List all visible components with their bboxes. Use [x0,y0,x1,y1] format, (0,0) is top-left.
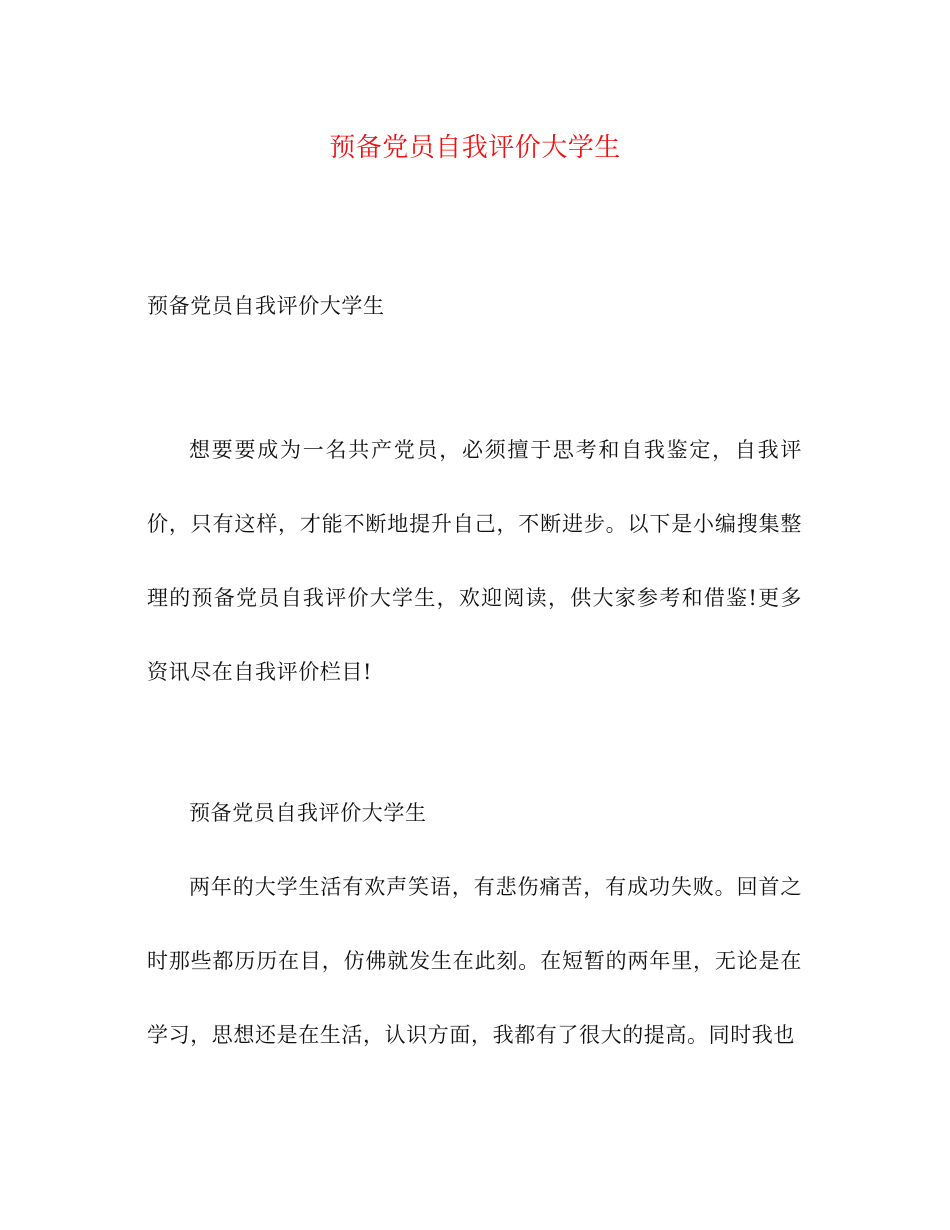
intro-paragraph: 想要要成为一名共产党员，必须擅于思考和自我鉴定，自我评价，只有这样，才能不断地提升自己，不断进步。以下是小编搜集整理的预备党员自我评价大学生，欢迎阅读，供大家参考和借鉴!更多资讯尽在自我评价栏目! [147,438,802,684]
section-heading: 预备党员自我评价大学生 [189,801,427,825]
document-subtitle: 预备党员自我评价大学生 [147,294,385,318]
document-title: 预备党员自我评价大学生 [329,133,621,163]
body-paragraph: 两年的大学生活有欢声笑语，有悲伤痛苦，有成功失败。回首之时那些都历历在目，仿佛就发生在此刻。在短暂的两年里，无论是在学习，思想还是在生活，认识方面，我都有了很大的提高。同时我也 [147,875,802,1047]
